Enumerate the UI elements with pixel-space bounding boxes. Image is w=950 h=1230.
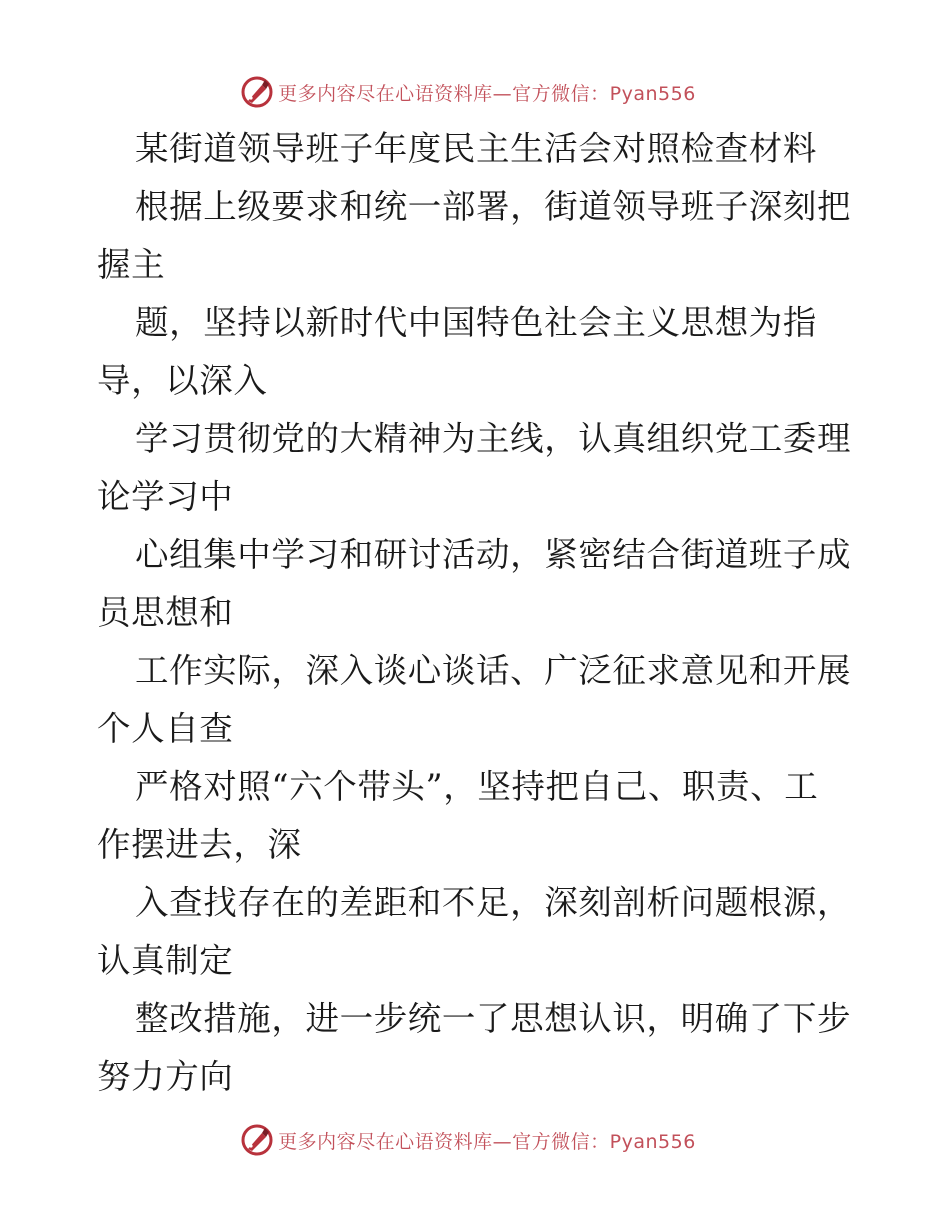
document-line: 努力方向 (97, 1057, 234, 1096)
watermark-group (240, 1123, 696, 1157)
document-line: 入查找存在的差距和不足，深刻剖析问题根源， (135, 883, 852, 922)
document-line: 根据上级要求和统一部署，街道领导班子深刻把 (135, 187, 852, 226)
document-line: 心组集中学习和研讨活动，紧密结合街道班子成 (135, 535, 852, 574)
footer-watermark-banner (0, 1120, 950, 1160)
document-line: 作摆进去，深 (97, 825, 302, 864)
document-line: 某街道领导班子年度民主生活会对照检查材料 (135, 129, 817, 168)
document-line: 导，以深入 (97, 361, 268, 400)
watermark-group (240, 75, 696, 109)
document-line: 题，坚持以新时代中国特色社会主义思想为指 (135, 303, 817, 342)
header-watermark-banner (0, 72, 950, 112)
fountain-pen-seal-icon (240, 75, 274, 109)
document-line: 整改措施，进一步统一了思想认识，明确了下步 (135, 999, 852, 1038)
document-line: 论学习中 (97, 477, 234, 516)
document-line: 学习贯彻党的大精神为主线，认真组织党工委理 (135, 419, 852, 458)
document-line: 握主 (97, 245, 166, 284)
document-line: 认真制定 (97, 941, 234, 980)
fountain-pen-seal-icon (240, 1123, 274, 1157)
watermark-text: 更多内容尽在心语资料库—官方微信：Pyan556 (278, 1130, 696, 1153)
document-line: 严格对照“六个带头”，坚持把自己、职责、工 (135, 767, 819, 806)
document-line: 个人自查 (97, 709, 234, 748)
watermark-text: 更多内容尽在心语资料库—官方微信：Pyan556 (278, 82, 696, 105)
document-body (97, 120, 857, 1106)
document-line: 员思想和 (97, 593, 234, 632)
document-line: 工作实际，深入谈心谈话、广泛征求意见和开展 (135, 651, 852, 690)
